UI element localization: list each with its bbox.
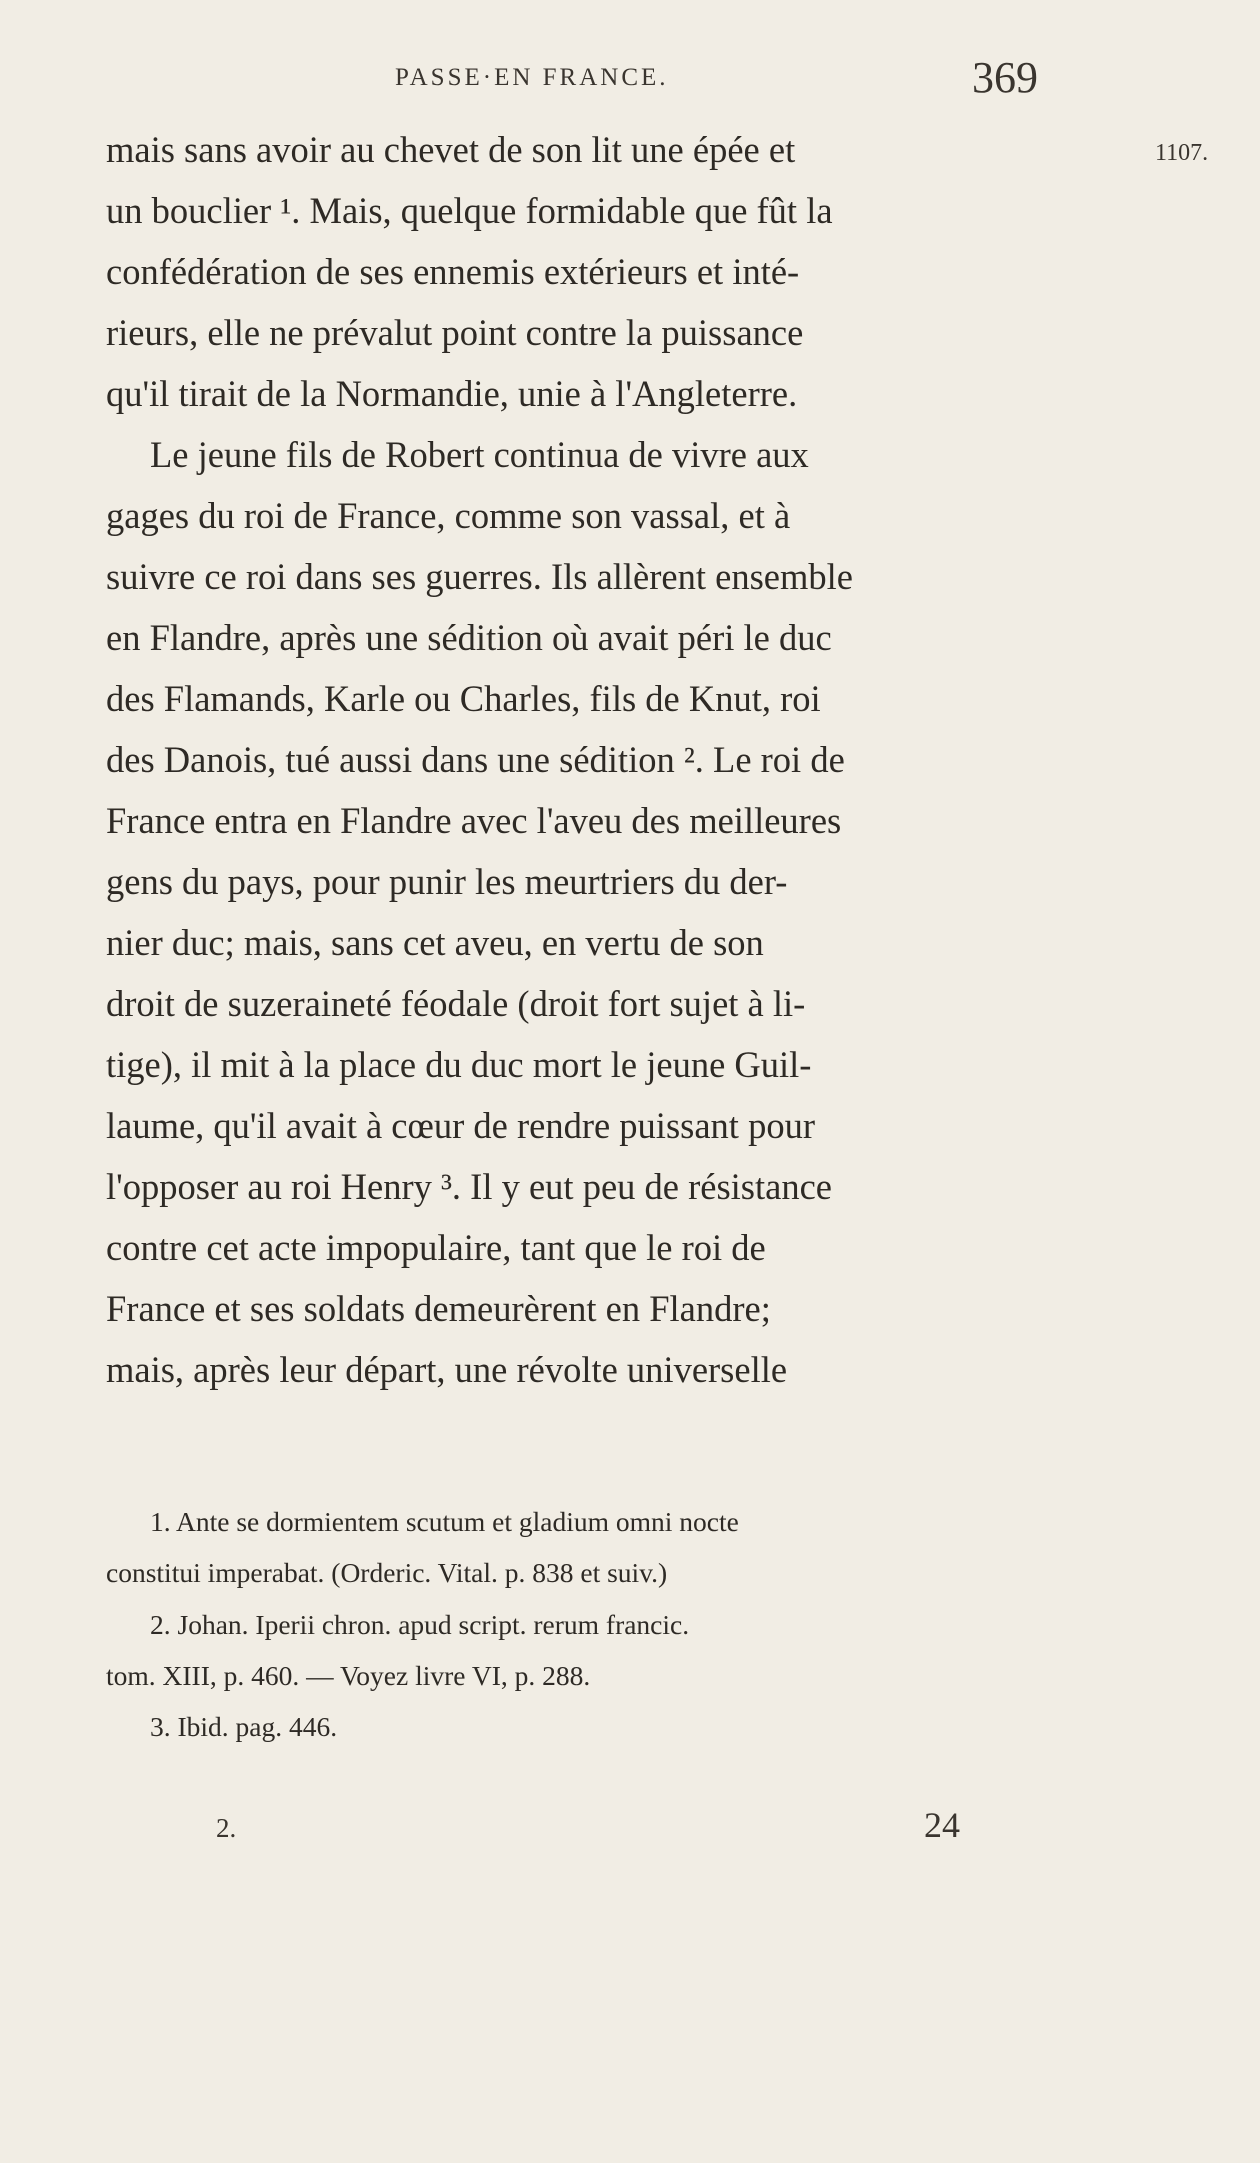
footnote-line: tom. XIII, p. 460. — Voyez livre VI, p. 288. — [106, 1660, 591, 1691]
body-line: France et ses soldats demeurèrent en Flandre; — [106, 1288, 771, 1329]
body-line: nier duc; mais, sans cet aveu, en vertu de son — [106, 922, 764, 963]
body-line: en Flandre, après une sédition où avait péri le duc — [106, 617, 832, 658]
body-line: gens du pays, pour punir les meurtriers du der- — [106, 861, 788, 902]
body-line: l'opposer au roi Henry ³. Il y eut peu de résistance — [106, 1166, 832, 1207]
body-line: mais, après leur départ, une révolte universelle — [106, 1349, 788, 1390]
footnote-line: 2. Johan. Iperii chron. apud script. rerum francic. — [150, 1609, 690, 1640]
body-line: des Flamands, Karle ou Charles, fils de Knut, roi — [106, 678, 821, 719]
footnote-line: 1. Ante se dormientem scutum et gladium omni nocte — [150, 1506, 739, 1537]
body-line: gages du roi de France, comme son vassal, et à — [106, 495, 791, 536]
margin-date: 1107. — [1155, 140, 1209, 166]
running-title: PASSE·EN FRANCE. — [395, 64, 669, 91]
body-line: laume, qu'il avait à cœur de rendre puissant pour — [106, 1105, 815, 1146]
signature-mark: 2. — [216, 1813, 237, 1843]
body-line: tige), il mit à la place du duc mort le jeune Guil- — [106, 1044, 812, 1085]
body-line: contre cet acte impopulaire, tant que le roi de — [106, 1227, 766, 1268]
body-line: confédération de ses ennemis extérieurs et inté- — [106, 251, 800, 292]
body-line: rieurs, elle ne prévalut point contre la puissance — [106, 312, 804, 353]
body-line: des Danois, tué aussi dans une sédition ². Le roi de — [106, 739, 845, 780]
body-line: Le jeune fils de Robert continua de vivre aux — [150, 434, 809, 475]
body-line: France entra en Flandre avec l'aveu des meilleures — [106, 800, 842, 841]
sheet-number: 24 — [924, 1805, 960, 1845]
footnote-line: constitui imperabat. (Orderic. Vital. p. 838 et suiv.) — [106, 1557, 668, 1588]
body-line: mais sans avoir au chevet de son lit une épée et — [106, 129, 796, 170]
body-line: un bouclier ¹. Mais, quelque formidable que fût la — [106, 190, 833, 231]
body-line: suivre ce roi dans ses guerres. Ils allèrent ensemble — [106, 556, 853, 597]
body-line: qu'il tirait de la Normandie, unie à l'Angleterre. — [106, 373, 798, 414]
body-line: droit de suzeraineté féodale (droit fort sujet à li- — [106, 983, 806, 1024]
page-number: 369 — [972, 53, 1038, 102]
footnote-line: 3. Ibid. pag. 446. — [150, 1711, 338, 1742]
